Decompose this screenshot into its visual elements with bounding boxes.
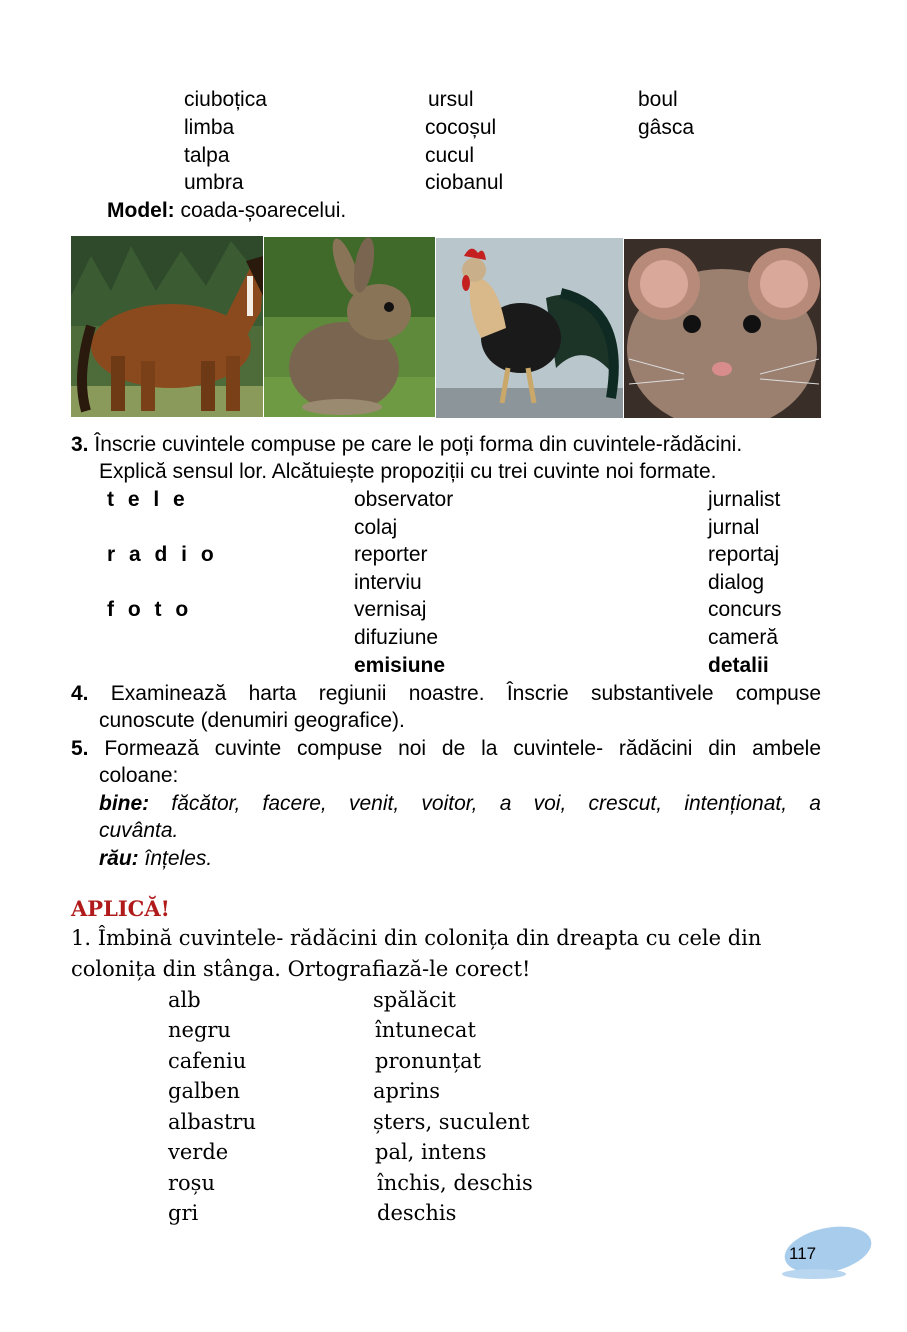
- aplica-right-item: închis, deschis: [377, 1171, 533, 1195]
- ex3-word: reportaj: [708, 543, 780, 566]
- aplica-left-item: negru: [168, 1018, 231, 1042]
- ex5-number: 5.: [71, 737, 89, 760]
- page-number-bubble: [778, 1224, 874, 1282]
- aplica-line1: 1. Îmbină cuvintele- rădăcini din colonița din dreapta cu cele din: [71, 926, 762, 950]
- ex3-root: f o t o: [107, 598, 193, 621]
- ex3-word: difuziune: [354, 626, 439, 649]
- word-col2-item: ciobanul: [425, 171, 504, 194]
- ex3-instruction: Înscrie cuvintele compuse pe care le poți forma din cuvintele-rădăcini.: [94, 433, 743, 456]
- word-col2-item: cocoșul: [425, 116, 497, 139]
- ex3-word: reporter: [354, 543, 428, 566]
- aplica-line2: colonița din stânga. Ortografiază-le corect!: [71, 957, 531, 981]
- ex3-word: vernisaj: [354, 598, 427, 621]
- word-col3-item: gâsca: [638, 116, 695, 139]
- mouse-photo: [624, 239, 821, 418]
- aplica-right-item: aprins: [373, 1079, 441, 1103]
- aplica-right-item: spălăcit: [373, 988, 456, 1012]
- word-col3-item: boul: [638, 88, 678, 111]
- ex4-line1: [71, 683, 821, 705]
- ex3-word: concurs: [708, 598, 782, 621]
- ex3-line1: [71, 434, 742, 456]
- rau-words: înțeles.: [144, 847, 213, 870]
- bine-words: făcător, facere, venit, voitor, a voi, crescut, intenționat, a: [171, 792, 821, 815]
- ex3-line2: Explică sensul lor. Alcătuiește propoziții cu trei cuvinte noi formate.: [99, 460, 717, 483]
- aplica-left-item: cafeniu: [168, 1049, 247, 1073]
- word-col1-item: talpa: [184, 144, 230, 167]
- aplica-left-item: albastru: [168, 1110, 256, 1134]
- aplica-left-item: gri: [168, 1201, 199, 1225]
- ex3-word: interviu: [354, 571, 422, 594]
- rooster-photo: [436, 238, 623, 418]
- ex3-word: cameră: [708, 626, 779, 649]
- word-col2-item: ursul: [428, 88, 474, 111]
- word-col1-item: umbra: [184, 171, 244, 194]
- aplica-right-item: întunecat: [375, 1018, 476, 1042]
- model-line: [107, 200, 346, 222]
- page-number: 117: [789, 1244, 817, 1263]
- aplica-left-item: galben: [168, 1079, 241, 1103]
- aplica-right-item: deschis: [377, 1201, 457, 1225]
- ex3-word: observator: [354, 488, 454, 511]
- ex3-number: 3.: [71, 433, 89, 456]
- ex5-instruction: Formează cuvinte compuse noi de la cuvintele- rădăcini din ambele: [104, 737, 821, 760]
- bine-label: bine:: [99, 792, 150, 815]
- ex4-number: 4.: [71, 682, 89, 705]
- ex3-word: detalii: [708, 654, 769, 677]
- rabbit-photo: [264, 237, 435, 417]
- ex5-bine-line2: cuvânta.: [99, 819, 179, 842]
- ex3-root: r a d i o: [107, 543, 218, 566]
- word-col1-item: limba: [184, 116, 235, 139]
- word-col2-item: cucul: [425, 144, 475, 167]
- model-text: coada-șoarecelui.: [180, 199, 347, 222]
- ex5-line2: coloane:: [99, 764, 179, 787]
- ex3-word: jurnal: [708, 516, 760, 539]
- ex5-rau-line: [99, 848, 212, 870]
- ex4-line2: cunoscute (denumiri geografice).: [99, 709, 405, 732]
- ex4-instruction: Examinează harta regiunii noastre. Înscrie substantivele compuse: [110, 682, 821, 705]
- ex3-word: dialog: [708, 571, 765, 594]
- aplica-heading: APLICĂ!: [71, 896, 170, 921]
- horse-photo: [71, 236, 263, 417]
- word-col1-item: ciuboțica: [184, 88, 267, 111]
- ex3-word: colaj: [354, 516, 398, 539]
- aplica-left-item: alb: [168, 988, 201, 1012]
- ex3-word: jurnalist: [708, 488, 781, 511]
- aplica-left-item: roșu: [168, 1171, 215, 1195]
- ex3-word: emisiune: [354, 654, 446, 677]
- aplica-right-item: șters, suculent: [373, 1110, 530, 1134]
- ex5-line1: [71, 738, 821, 760]
- aplica-right-item: pronunțat: [375, 1049, 482, 1073]
- ex3-root: t e l e: [107, 488, 189, 511]
- model-label: Model:: [107, 199, 175, 222]
- aplica-right-item: pal, intens: [375, 1140, 487, 1164]
- aplica-left-item: verde: [168, 1140, 229, 1164]
- ex5-bine-line: [99, 793, 821, 815]
- rau-label: rău:: [99, 847, 139, 870]
